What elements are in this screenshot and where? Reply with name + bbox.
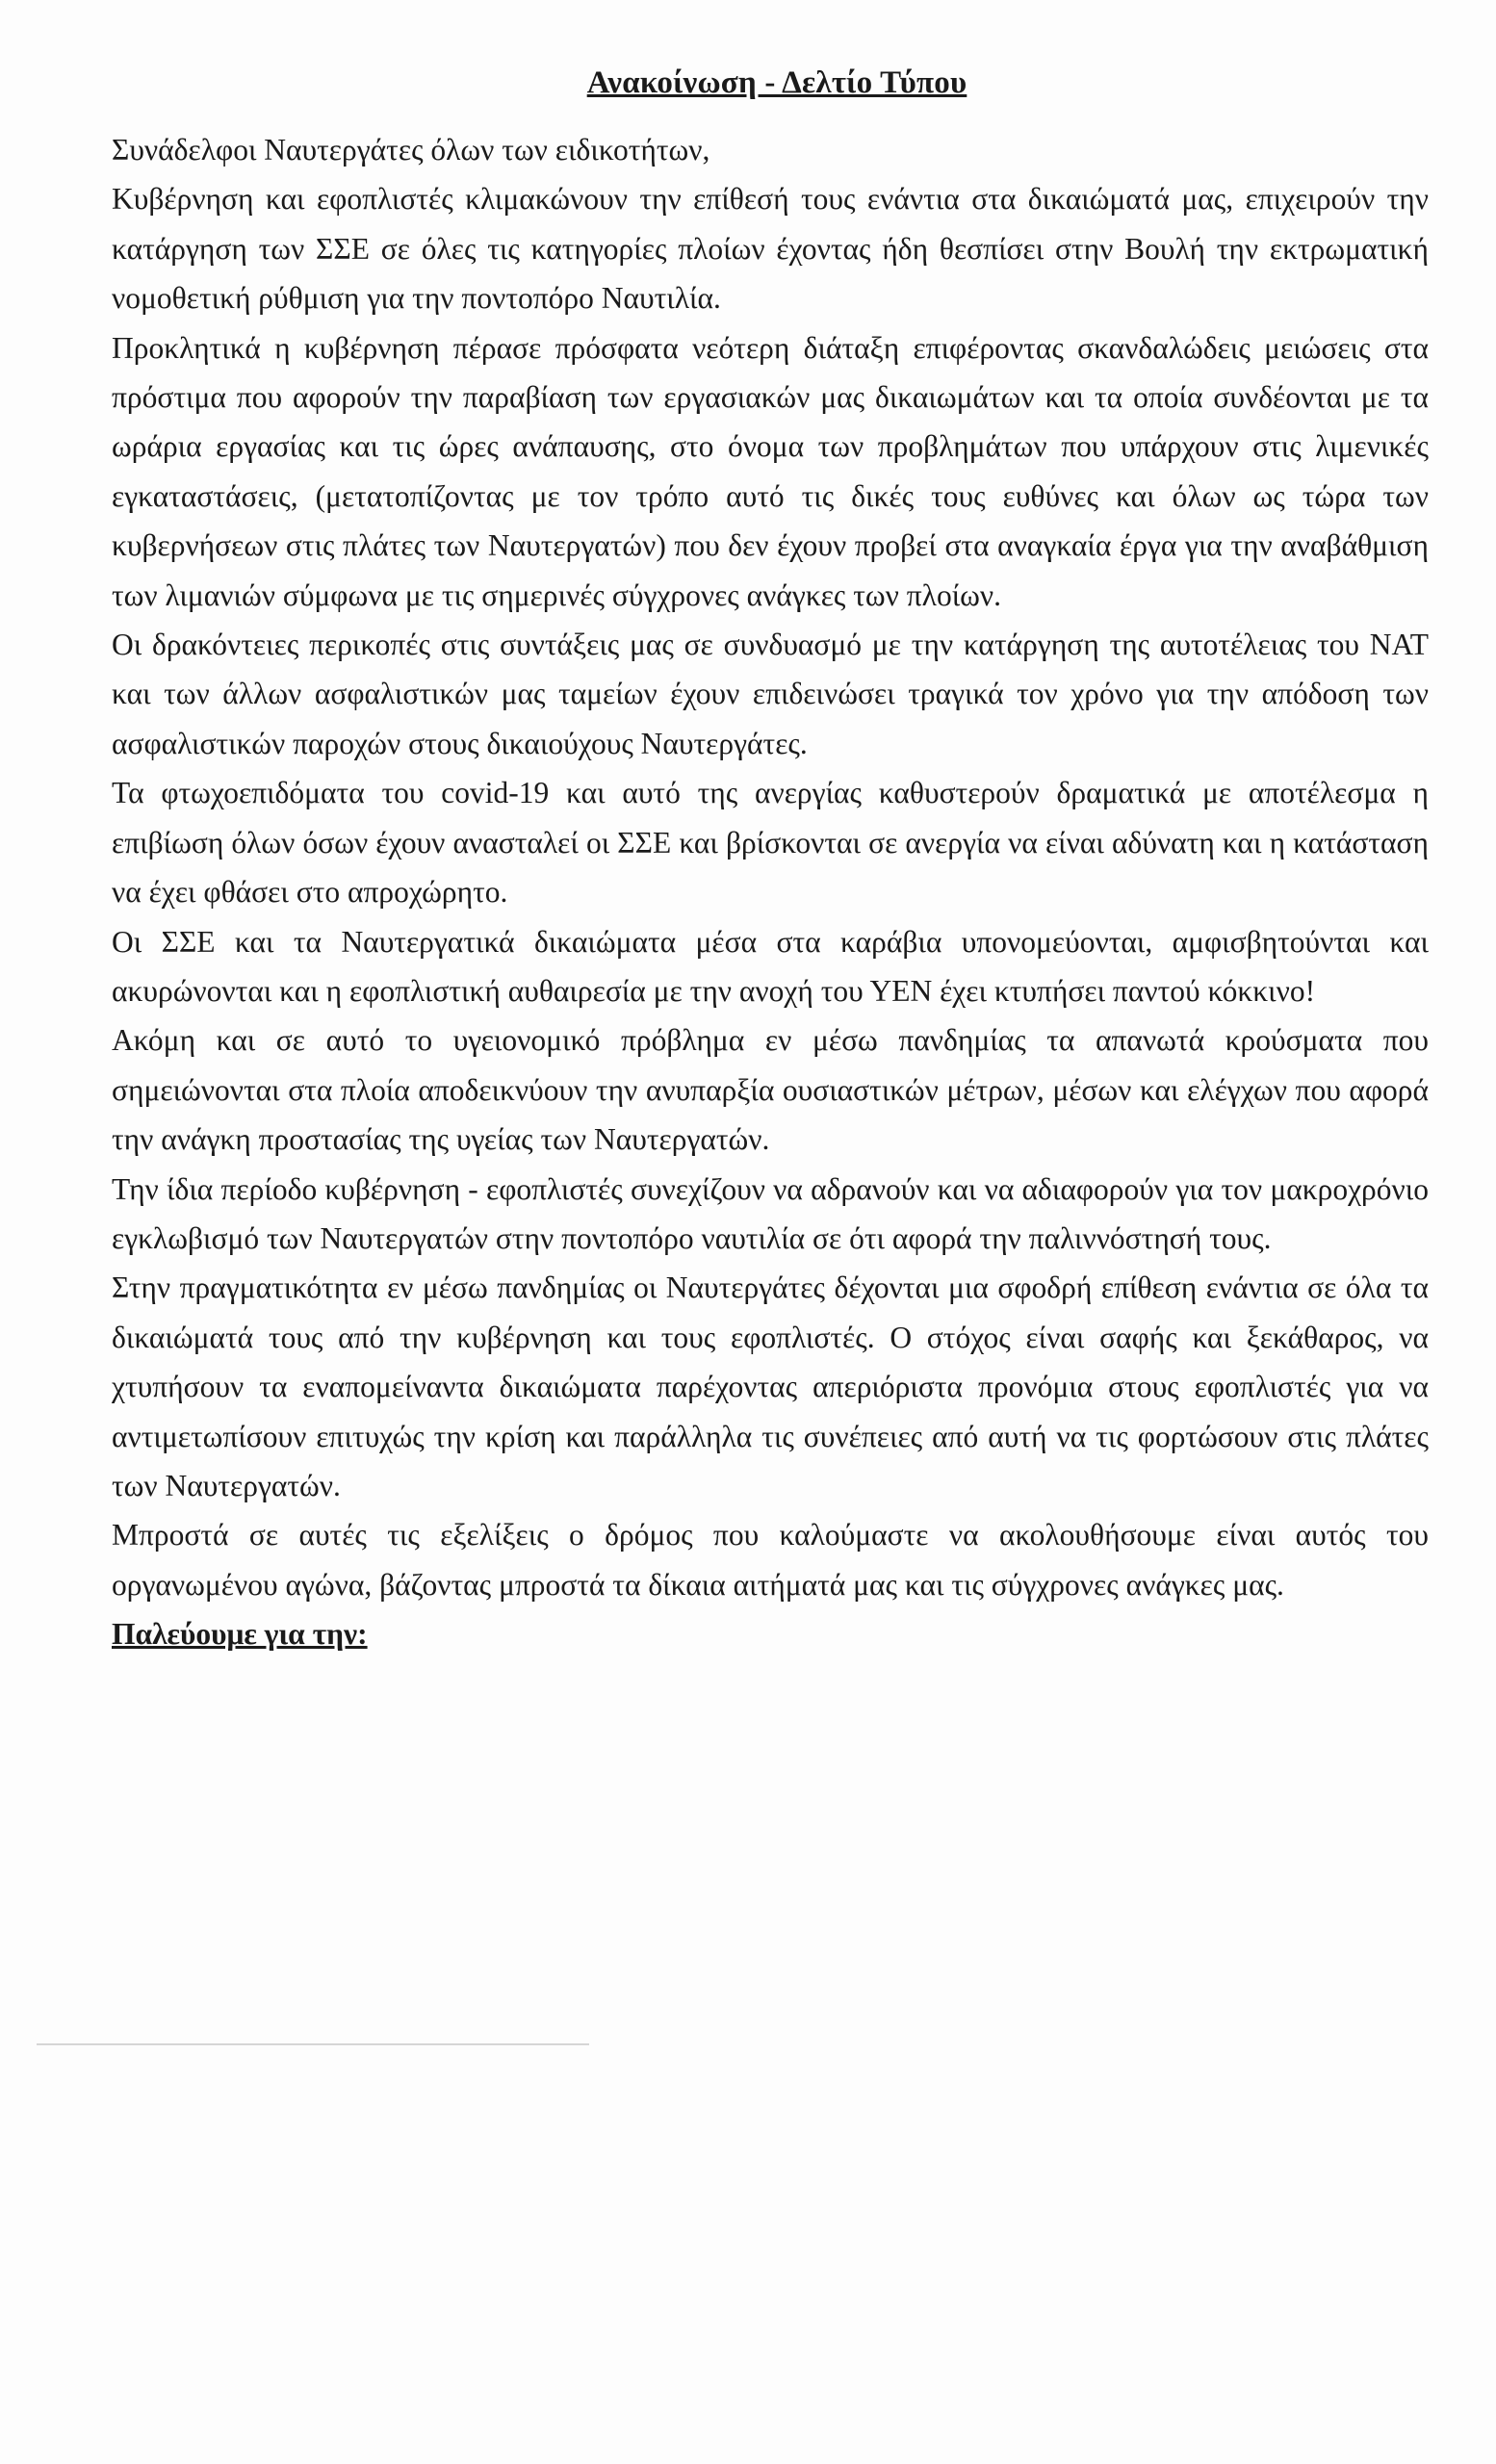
paragraph-8: Στην πραγματικότητα εν μέσω πανδημίας οι Ναυτεργάτες δέχονται μια σφοδρή επίθεση ενάντια σε όλα τα δικαιώματά τους από την κυβέρνηση και τους εφοπλιστές. Ο στόχος είναι σαφής και ξεκάθαρος, να χτυπήσουν τα εναπομείναντα δικαιώματα παρέχοντας απεριόριστα προνόμια στους εφοπλιστές για να αντιμετωπίσουν επιτυχώς την κρίση και παράλληλα τις συνέπειες από αυτή να τις φορτώσουν στις πλάτες των Ναυτεργατών. bbox=[112, 1270, 1429, 1502]
paragraph-9: Μπροστά σε αυτές τις εξελίξεις ο δρόμος που καλούμαστε να ακολουθήσουμε είναι αυτός του οργανωμένου αγώνα, βάζοντας μπροστά τα δίκαια αιτήματά μας και τις σύγχρονες ανάγκες μας. bbox=[112, 1518, 1429, 1602]
scan-edge-line bbox=[37, 2043, 589, 2045]
paragraph-3: Οι δρακόντειες περικοπές στις συντάξεις μας σε συνδυασμό με την κατάργηση της αυτοτέλειας του ΝΑΤ και των άλλων ασφαλιστικών μας ταμείων έχουν επιδεινώσει τραγικά τον χρόνο για την απόδοση των ασφαλιστικών παροχών στους δικαιούχους Ναυτεργάτες. bbox=[112, 628, 1429, 760]
paragraph-5: Οι ΣΣΕ και τα Ναυτεργατικά δικαιώματα μέσα στα καράβια υπονομεύονται, αμφισβητούνται και ακυρώνονται και η εφοπλιστική αυθαιρεσία με την ανοχή του ΥΕΝ έχει κτυπήσει παντού κόκκινο! bbox=[112, 924, 1429, 1008]
paragraph-6: Ακόμη και σε αυτό το υγειονομικό πρόβλημα εν μέσω πανδημίας τα απανωτά κρούσματα που σημειώνονται στα πλοία αποδεικνύουν την ανυπαρξία ουσιαστικών μέτρων, μέσων και ελέγχων που αφορά την ανάγκη προστασίας της υγείας των Ναυτεργατών. bbox=[112, 1023, 1429, 1157]
paragraph-1: Κυβέρνηση και εφοπλιστές κλιμακώνουν την επίθεσή τους ενάντια στα δικαιώματά μας, επιχειρούν την κατάργηση των ΣΣΕ σε όλες τις κατηγορίες πλοίων έχοντας ήδη θεσπίσει στην Βουλή την εκτρωματική νομοθετική ρύθμιση για την ποντοπόρο Ναυτιλία. bbox=[112, 182, 1429, 316]
paragraph-2: Προκλητικά η κυβέρνηση πέρασε πρόσφατα νεότερη διάταξη επιφέροντας σκανδαλώδεις μειώσεις στα πρόστιμα που αφορούν την παραβίαση των εργασιακών μας δικαιωμάτων και τα οποία συνδέονται με τα ωράρια εργασίας και τις ώρες ανάπαυσης, στο όνομα των προβλημάτων που υπάρχουν στις λιμενικές εγκαταστάσεις, (μετατοπίζοντας με τον τρόπο αυτό τις δικές τους ευθύνες και όλων ως τώρα των κυβερνήσεων στις πλάτες των Ναυτεργατών) που δεν έχουν προβεί στα αναγκαία έργα για την αναβάθμιση των λιμανιών σύμφωνα με τις σημερινές σύγχρονες ανάγκες των πλοίων. bbox=[112, 330, 1429, 612]
document-body bbox=[112, 125, 1429, 1659]
paragraph-7: Την ίδια περίοδο κυβέρνηση - εφοπλιστές συνεχίζουν να αδρανούν και να αδιαφορούν για τον μακροχρόνιο εγκλωβισμό των Ναυτεργατών στην ποντοπόρο ναυτιλία σε ότι αφορά την παλιννόστησή τους. bbox=[112, 1171, 1429, 1255]
closing-heading: Παλεύουμε για την: bbox=[112, 1617, 368, 1652]
paragraph-4: Τα φτωχοεπιδόματα του covid-19 και αυτό της ανεργίας καθυστερούν δραματικά με αποτέλεσμα η επιβίωση όλων όσων έχουν ανασταλεί οι ΣΣΕ και βρίσκονται σε ανεργία να είναι αδύνατη και η κατάσταση να έχει φθάσει στο απροχώρητο. bbox=[112, 776, 1429, 910]
greeting: Συνάδελφοι Ναυτεργάτες όλων των ειδικοτήτων, bbox=[112, 133, 710, 167]
document-title: Ανακοίνωση - Δελτίο Τύπου bbox=[586, 65, 967, 100]
